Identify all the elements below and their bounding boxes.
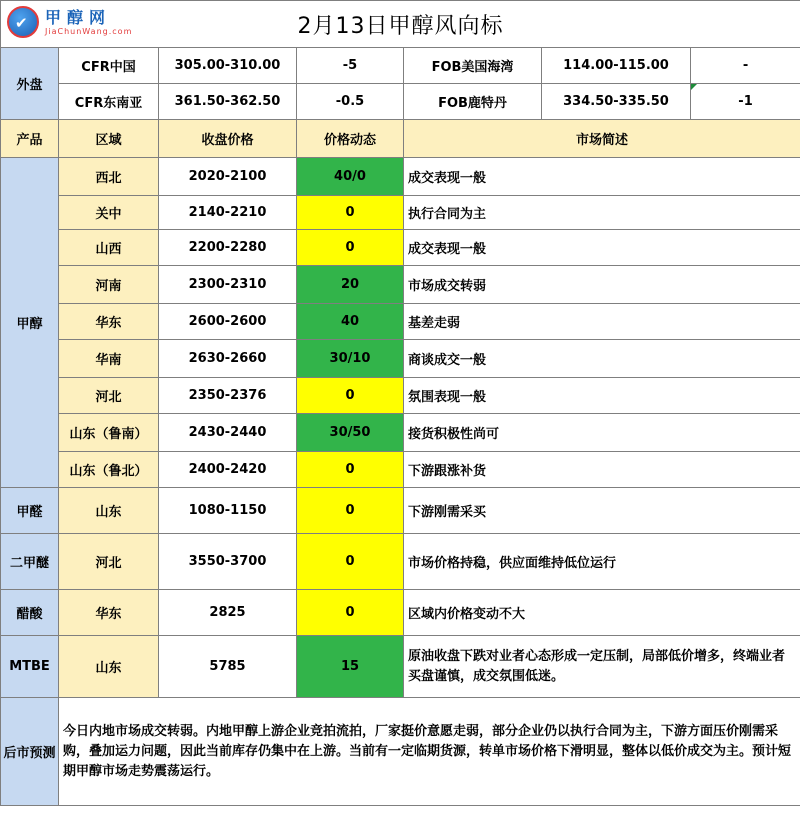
region-cell: 华东	[59, 590, 159, 636]
region-cell: 华东	[59, 304, 159, 340]
product-row	[1, 488, 800, 534]
summary-cell: 氛围表现一般	[404, 378, 800, 414]
forecast-label: 后市预测	[1, 698, 59, 806]
sheet-title-cell	[1, 1, 800, 48]
header-summary: 市场简述	[404, 120, 800, 158]
change-cell: 0	[297, 488, 404, 534]
price-cell: 2430-2440	[159, 414, 297, 452]
region-cell: 河北	[59, 534, 159, 590]
change-cell: 0	[297, 378, 404, 414]
product-row	[1, 158, 800, 196]
region-cell: 华南	[59, 340, 159, 378]
price-cell: 2600-2600	[159, 304, 297, 340]
outer-price-cell: 361.50-362.50	[159, 84, 297, 120]
page-title: 2月13日甲醇风向标	[297, 13, 504, 39]
summary-cell: 成交表现一般	[404, 230, 800, 266]
product-row	[1, 534, 800, 590]
product-row	[1, 452, 800, 488]
outer-change-cell: -	[691, 48, 800, 84]
outer-name-cell: FOB鹿特丹	[404, 84, 542, 120]
summary-cell: 基差走弱	[404, 304, 800, 340]
outer-name-cell: FOB美国海湾	[404, 48, 542, 84]
price-cell: 3550-3700	[159, 534, 297, 590]
change-cell: 0	[297, 534, 404, 590]
summary-cell: 执行合同为主	[404, 196, 800, 230]
product-row	[1, 414, 800, 452]
price-cell: 2630-2660	[159, 340, 297, 378]
price-cell: 2140-2210	[159, 196, 297, 230]
price-cell: 2200-2280	[159, 230, 297, 266]
header-region: 区域	[59, 120, 159, 158]
change-cell: 0	[297, 196, 404, 230]
change-cell: 30/50	[297, 414, 404, 452]
outer-price-cell: 334.50-335.50	[542, 84, 691, 120]
summary-cell: 接货积极性尚可	[404, 414, 800, 452]
change-cell: 20	[297, 266, 404, 304]
price-cell: 1080-1150	[159, 488, 297, 534]
summary-cell: 下游跟涨补货	[404, 452, 800, 488]
outer-change-cell	[691, 84, 800, 120]
summary-cell: 商谈成交一般	[404, 340, 800, 378]
product-name-cell: 二甲醚	[1, 534, 59, 590]
outer-name-cell: CFR中国	[59, 48, 159, 84]
summary-cell: 下游刚需采买	[404, 488, 800, 534]
outer-name-cell: CFR东南亚	[59, 84, 159, 120]
change-cell: 40	[297, 304, 404, 340]
price-cell: 2825	[159, 590, 297, 636]
product-row	[1, 230, 800, 266]
region-cell: 河南	[59, 266, 159, 304]
forecast-text: 今日内地市场成交转弱。内地甲醇上游企业竞拍流拍，厂家挺价意愿走弱，部分企业仍以执行合同为主，下游方面压价刚需采购，叠加运力问题，因此当前库存仍集中在上游。当前有一定临期货源，转单市场价格下滑明显，整体以低价成交为主。预计短期甲醇市场走势震荡运行。	[59, 698, 800, 806]
jiachunwang-logo	[7, 5, 133, 43]
region-cell: 河北	[59, 378, 159, 414]
change-cell: 0	[297, 452, 404, 488]
product-name-cell: 甲醛	[1, 488, 59, 534]
region-cell: 关中	[59, 196, 159, 230]
comment-marker-icon	[691, 84, 697, 90]
product-row	[1, 590, 800, 636]
globe-icon: ✔	[7, 6, 39, 38]
price-cell: 2300-2310	[159, 266, 297, 304]
price-cell: 5785	[159, 636, 297, 698]
price-cell: 2350-2376	[159, 378, 297, 414]
summary-cell: 区域内价格变动不大	[404, 590, 800, 636]
product-row	[1, 636, 800, 698]
outer-price-cell: 305.00-310.00	[159, 48, 297, 84]
region-cell: 山东（鲁北）	[59, 452, 159, 488]
header-change: 价格动态	[297, 120, 404, 158]
change-cell: 40/0	[297, 158, 404, 196]
region-cell: 山西	[59, 230, 159, 266]
product-row	[1, 266, 800, 304]
summary-cell: 市场成交转弱	[404, 266, 800, 304]
region-cell: 山东	[59, 488, 159, 534]
product-row	[1, 196, 800, 230]
outer-change-cell: -5	[297, 48, 404, 84]
product-row	[1, 340, 800, 378]
header-product: 产品	[1, 120, 59, 158]
change-cell: 30/10	[297, 340, 404, 378]
price-cell: 2020-2100	[159, 158, 297, 196]
outer-change-value: -1	[738, 94, 753, 109]
product-row	[1, 378, 800, 414]
forecast-row	[1, 698, 800, 806]
summary-cell: 原油收盘下跌对业者心态形成一定压制，局部低价增多，终端业者买盘谨慎，成交氛围低迷。	[404, 636, 800, 698]
price-cell: 2400-2420	[159, 452, 297, 488]
region-cell: 山东	[59, 636, 159, 698]
change-cell: 0	[297, 230, 404, 266]
change-cell: 15	[297, 636, 404, 698]
logo-site: JiaChunWang.com	[45, 27, 133, 36]
summary-cell: 市场价格持稳，供应面维持低位运行	[404, 534, 800, 590]
region-cell: 山东（鲁南）	[59, 414, 159, 452]
product-name-cell: MTBE	[1, 636, 59, 698]
header-price: 收盘价格	[159, 120, 297, 158]
outer-price-cell: 114.00-115.00	[542, 48, 691, 84]
summary-cell: 成交表现一般	[404, 158, 800, 196]
logo-name: 甲醇网	[45, 8, 112, 27]
product-name-cell: 醋酸	[1, 590, 59, 636]
change-cell: 0	[297, 590, 404, 636]
product-row	[1, 304, 800, 340]
outer-change-cell: -0.5	[297, 84, 404, 120]
region-cell: 西北	[59, 158, 159, 196]
product-name-cell: 甲醇	[1, 158, 59, 488]
outer-market-label: 外盘	[1, 48, 59, 120]
